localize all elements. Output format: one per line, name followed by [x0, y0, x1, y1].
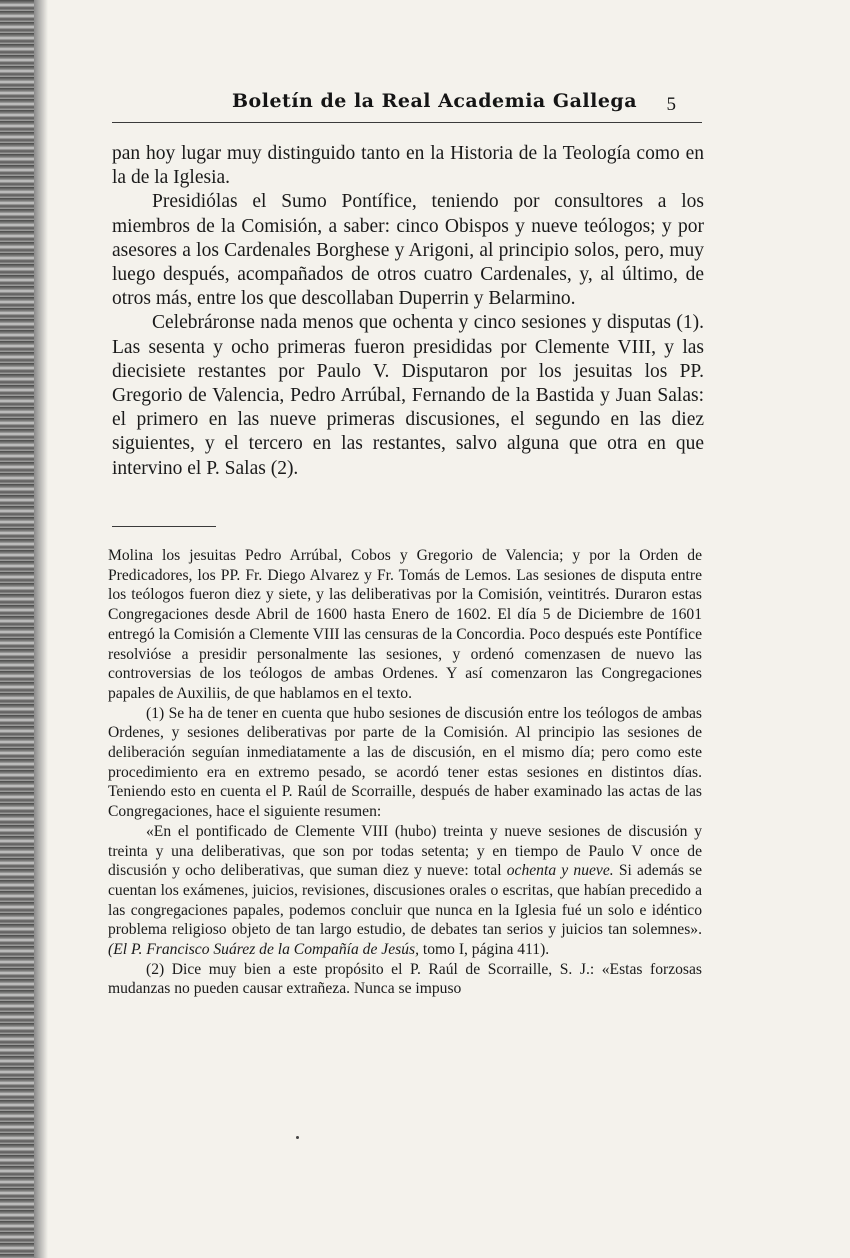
binding-edge-gradient: [34, 0, 48, 1258]
running-title: Boletín de la Real Academia Gallega: [232, 90, 638, 112]
main-text: [112, 142, 704, 481]
footnote-1: (1) Se ha de tener en cuenta que hubo sesiones de discusión entre los teólogos de ambas Ordenes, y sesiones deliberativas por parte de la Comisión. Al principio las sesiones de deliberación seguían inmediatamente a las de discusión, en el mismo día; pero como este procedimiento era en extremo pesado, se acordó tener estas sesiones en distintos días. Teniendo esto en cuenta el P. Raúl de Scorraille, después de haber examinado las actas de las Congregaciones, hace el siguiente resumen:: [108, 704, 702, 821]
footnote-separator: [112, 526, 216, 527]
quote-reference: tomo I, página 411).: [418, 941, 550, 959]
quote-source: (El P. Francisco Suárez de la Compañía de Jesús,: [108, 941, 419, 959]
paragraph-celebraronse: Celebráronse nada menos que ochenta y cinco sesiones y disputas (1). Las sesenta y ocho primeras fueron presididas por Clemente VIII, y las diecisiete restantes por Paulo V. Disputaron por los jesuitas los PP. Gregorio de Valencia, Pedro Arrúbal, Fernando de la Bastida y Juan Salas: el primero en las nueve primeras discusiones, el segundo en las diez siguientes, y el tercero en las restantes, salvo alguna que otra en que intervino el P. Salas (2).: [112, 312, 704, 479]
paragraph-continued: pan hoy lugar muy distinguido tanto en la Historia de la Teología como en la de la Iglesia.: [112, 143, 704, 189]
quote-text-1: «En el pontificado de Clemente VIII (hubo) treinta y nueve sesiones de discusión y treinta y una deliberativas, que son por todas setenta; y en tiempo de Paulo V once de discusión y ocho deliberativas, que suman diez y nueve: total: [108, 822, 702, 880]
footnote-1-quote: [108, 822, 702, 960]
paragraph-presidiolas: Presidiólas el Sumo Pontífice, teniendo por consultores a los miembros de la Comisión, a saber: cinco Obispos y nueve teólogos; y por asesores a los Cardenales Borghese y Arigoni, al principio solos, pero, muy luego después, acompañados de otros cuatro Cardenales, y, al último, de otros más, entre los que descollaban Duperrin y Belarmino.: [112, 191, 704, 310]
header-rule: [112, 122, 702, 123]
book-binding-shadow: [0, 0, 34, 1258]
quote-emphasis: ochenta y nueve.: [506, 862, 614, 880]
page-number: 5: [666, 94, 676, 115]
footnote-2: (2) Dice muy bien a este propósito el P. Raúl de Scorraille, S. J.: «Estas forzosas mudanzas no pueden causar extrañeza. Nunca se impuso: [108, 960, 702, 998]
ink-speck: [296, 1136, 299, 1139]
page-header: [112, 88, 702, 124]
footnotes: [108, 546, 702, 999]
quote-text-2: Si además se cuentan los exámenes, juicios, revisiones, discusiones orales o escritas, que habían precedido a las congregaciones papales, podemos concluir que nunca en la Iglesia fué un solo e idéntico problema religioso objeto de tan largo estudio, de debates tan serios y juicios tan solemnes».: [108, 862, 702, 939]
footnote-continued: Molina los jesuitas Pedro Arrúbal, Cobos y Gregorio de Valencia; y por la Orden de Predicadores, los PP. Fr. Diego Alvarez y Fr. Tomás de Lemos. Las sesiones de disputa entre los teólogos fueron diez y siete, y las deliberativas por la Comisión, veintitrés. Duraron estas Congregaciones desde Abril de 1600 hasta Enero de 1602. El día 5 de Diciembre de 1601 entregó la Comisión a Clemente VIII las censuras de la Concordia. Poco después este Pontífice resolvióse a presidir personalmente las sesiones, y ordenó comenzasen de nuevo las controversias de los teólogos de ambas Ordenes. Y así comenzaron las Congregaciones papales de Auxiliis, de que hablamos en el texto.: [108, 547, 702, 702]
